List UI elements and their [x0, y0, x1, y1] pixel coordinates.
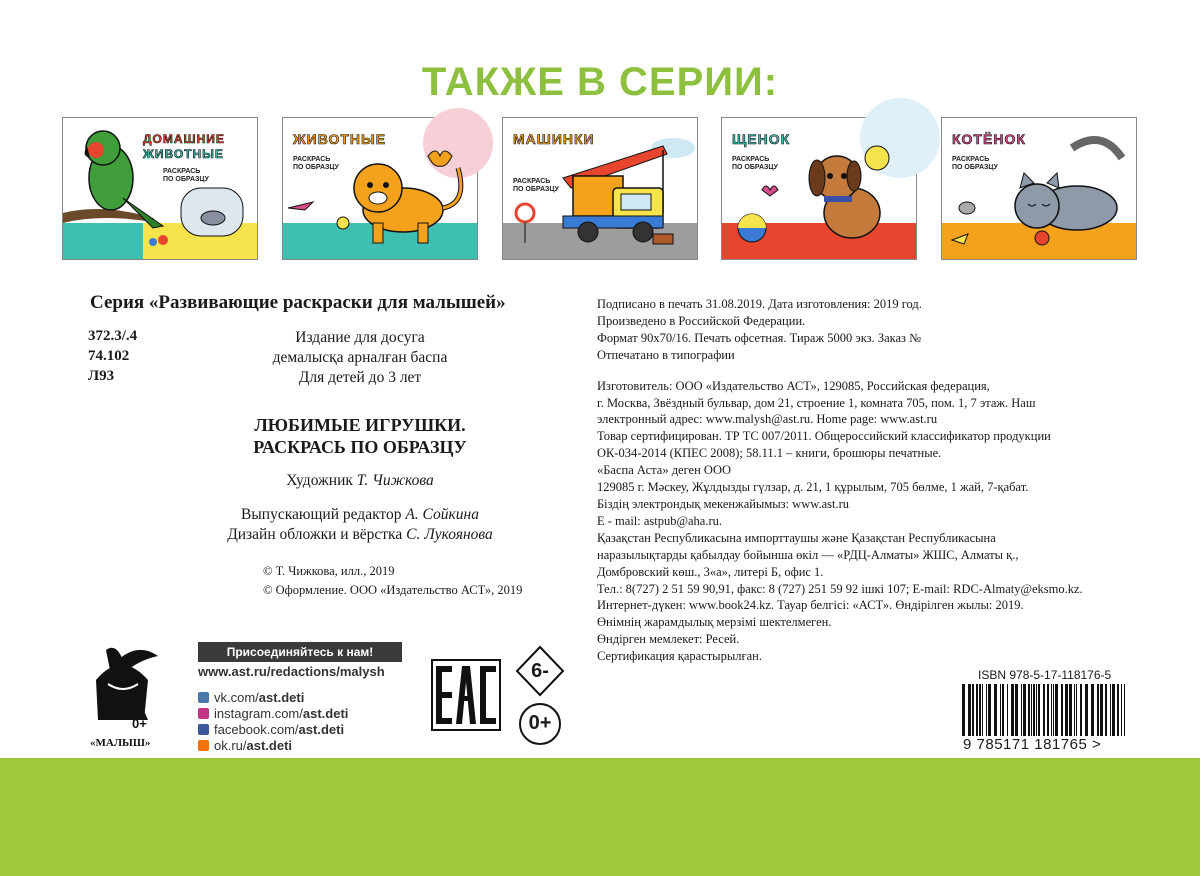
artist-label: Художник — [286, 472, 353, 489]
barcode-bar — [982, 684, 983, 736]
barcode-bar — [976, 684, 978, 736]
barcode-bar — [1023, 684, 1026, 736]
editor-credit — [190, 505, 530, 525]
barcode-bar — [1076, 684, 1077, 736]
imprint-spacer — [597, 364, 1083, 378]
parrot-illustration — [63, 118, 259, 261]
barcode-bar — [1110, 684, 1111, 736]
series-title: Серия «Развивающие раскраски для малышей» — [90, 292, 506, 313]
imprint-line: Подписано в печать 31.08.2019. Дата изготовления: 2019 год. — [597, 297, 922, 311]
barcode-number: 9 785171 181765 > — [963, 736, 1102, 753]
imprint-line: Сертификация қарастырылған. — [597, 649, 762, 664]
eac-text: EAC — [466, 655, 468, 656]
barcode-bar — [962, 684, 965, 736]
book-title-line-2: РАСКРАСЬ ПО ОБРАЗЦУ — [253, 437, 467, 457]
isbn: ISBN 978-5-17-118176-5 — [978, 668, 1112, 682]
kitten-illustration — [942, 118, 1138, 261]
malysh-logo — [88, 640, 168, 755]
barcode-bar — [1033, 684, 1035, 736]
barcode-bar — [1002, 684, 1004, 736]
barcode-bar — [1112, 684, 1115, 736]
tiger-illustration — [283, 118, 479, 261]
barcode-bar — [1061, 684, 1063, 736]
cover-subtitle: РАСКРАСЬ ПО ОБРАЗЦУ — [732, 156, 778, 171]
design-label: Дизайн обложки и вёрстка — [227, 526, 403, 543]
social-instagram[interactable] — [198, 706, 348, 721]
imprint-line: Тел.: 8(727) 2 51 59 90,91, факс: 8 (727) 251 59 92 ішкі 107; E-mail: RDC-Almaty@eksmo.kz. — [597, 581, 1083, 596]
barcode-bar — [1036, 684, 1037, 736]
barcode-bar — [1051, 684, 1052, 736]
barcode-bar — [1011, 684, 1014, 736]
edition-type-kz: демалысқа арналған баспа — [272, 349, 448, 366]
barcode-bar — [1015, 684, 1018, 736]
barcode-bar — [1105, 684, 1107, 736]
author-mark: Л93 — [88, 368, 115, 384]
cover-title: ЖИВОТНЫЕ — [293, 131, 387, 147]
social-facebook[interactable] — [198, 722, 344, 737]
barcode-bar — [1065, 684, 1068, 736]
imprint-line: Өндірген мемлекет: Ресей. — [597, 632, 740, 647]
imprint-line: г. Москва, Звёздный бульвар, дом 21, строение 1, комната 705, пом. 1, 7 этаж. Наш — [597, 395, 1036, 410]
imprint-line: Произведено в Российской Федерации. — [597, 313, 806, 328]
cover-title: МАШИНКИ — [513, 131, 595, 147]
barcode-bar — [1080, 684, 1082, 736]
bbk-code: 74.102 — [88, 348, 130, 364]
imprint-block — [597, 296, 1083, 665]
imprint-line: Изготовитель: ООО «Издательство АСТ», 129085, Российская федерация, — [597, 378, 990, 393]
series-heading: ТАКЖЕ В СЕРИИ: — [421, 60, 779, 104]
imprint-line: наразылықтарды қабылдау бойынша өкіл — «РДЦ-Алматы» ЖШС, Алматы қ., — [597, 547, 1019, 562]
barcode-bar — [1069, 684, 1072, 736]
design-name: С. Лукоянова — [406, 526, 493, 543]
barcode-bar — [979, 684, 981, 736]
logo-age: 0+ — [132, 716, 147, 731]
imprint-line: Отпечатано в типографии — [597, 347, 735, 362]
barcode-bar — [1043, 684, 1045, 736]
book-title — [190, 414, 530, 458]
social-prefix: facebook.com/ — [214, 722, 299, 737]
barcode-bar — [1021, 684, 1022, 736]
copyright-illustrations: © Т. Чижкова, илл., 2019 — [263, 564, 395, 578]
artist-credit — [190, 472, 530, 490]
cover-title: ЩЕНОК — [732, 131, 791, 147]
cover-subtitle: РАСКРАСЬ ПО ОБРАЗЦУ — [163, 168, 209, 183]
book-cover-domashnie-zhivotnye — [62, 117, 258, 260]
join-us-banner: Присоединяйтесь к нам! — [198, 642, 402, 662]
barcode-bar — [1091, 684, 1094, 736]
barcode-bar — [1085, 684, 1088, 736]
social-handle: ast.deti — [302, 706, 349, 721]
social-prefix: ok.ru/ — [214, 738, 247, 753]
imprint-line: ОК-034-2014 (КПЕС 2008); 58.11.1 – книги, брошюры печатные. — [597, 446, 942, 461]
editor-name: А. Сойкина — [405, 506, 479, 523]
barcode-bar — [1055, 684, 1058, 736]
green-footer-band — [0, 758, 1200, 876]
copyright-design: © Оформление. ООО «Издательство АСТ», 2019 — [263, 583, 523, 597]
barcode-bar — [1031, 684, 1032, 736]
social-vk[interactable] — [198, 690, 304, 705]
imprint-line: Қазақстан Республикасына импорттаушы және Қазақстан Республикасына — [597, 530, 996, 545]
design-credit — [190, 525, 530, 545]
barcode-bar — [986, 684, 987, 736]
imprint-line: электронный адрес: www.malysh@ast.ru. Home page: www.ast.ru — [597, 412, 938, 427]
udk-code: 372.3/.4 — [88, 328, 138, 344]
vk-icon — [198, 692, 209, 703]
book-title-line-1: ЛЮБИМЫЕ ИГРУШКИ. — [254, 415, 466, 435]
barcode-bar — [1124, 684, 1125, 736]
cover-subtitle: РАСКРАСЬ ПО ОБРАЗЦУ — [952, 156, 998, 171]
cover-title: КОТЁНОК — [952, 131, 1026, 147]
imprint-line: Өнімнің жарамдылық мерзімі шектелмеген. — [597, 615, 832, 630]
age-label-0: 0+ — [528, 712, 552, 734]
barcode-bar — [988, 684, 991, 736]
barcode-bar — [1007, 684, 1008, 736]
crane-truck-illustration — [503, 118, 699, 261]
barcode-bar — [1038, 684, 1040, 736]
eac-mark-icon — [432, 655, 500, 730]
social-prefix: vk.com/ — [214, 690, 259, 705]
editor-credits — [190, 505, 530, 545]
book-cover-zhivotnye — [282, 117, 478, 260]
facebook-icon — [198, 724, 209, 735]
barcode-bar — [1047, 684, 1049, 736]
barcode-bar — [1121, 684, 1122, 736]
barcode-bar — [972, 684, 974, 736]
logo-wordmark: «МАЛЫШ» — [90, 737, 151, 749]
imprint-line: 129085 г. Мәскеу, Жұлдызды гүлзар, д. 21, 1 құрылым, 705 бөлме, 1 жай, 7-қабат. — [597, 480, 1029, 495]
barcode-bar — [1097, 684, 1099, 736]
social-handle: ast.deti — [258, 690, 305, 705]
barcode-bar — [1000, 684, 1001, 736]
website-link[interactable]: www.ast.ru/redactions/malysh — [198, 664, 385, 679]
barcode-bar — [1053, 684, 1054, 736]
cover-subtitle: РАСКРАСЬ ПО ОБРАЗЦУ — [293, 156, 339, 171]
imprint-line: Формат 90х70/16. Печать офсетная. Тираж 5000 экз. Заказ № — [597, 330, 922, 345]
age-note: Для детей до 3 лет — [298, 369, 422, 386]
instagram-icon — [198, 708, 209, 719]
book-cover-shchenok — [721, 117, 917, 260]
social-prefix: instagram.com/ — [214, 706, 303, 721]
book-cover-mashinki — [502, 117, 698, 260]
copyright — [263, 562, 522, 600]
edition-info — [190, 328, 530, 388]
imprint-line: E - mail: astpub@aha.ru. — [597, 513, 723, 528]
age-label-6: 6- — [531, 660, 549, 682]
barcode-bar — [1028, 684, 1030, 736]
barcode — [960, 684, 1132, 736]
barcode-bar — [1117, 684, 1119, 736]
imprint-line: Товар сертифицирован. ТР ТС 007/2011. Общероссийский классификатор продукции — [597, 429, 1051, 444]
cover-title: ДОМАШНИЕ ЖИВОТНЫЕ — [143, 132, 225, 161]
edition-type: Издание для досуга — [295, 329, 425, 346]
odnoklassniki-icon — [198, 740, 209, 751]
social-handle: ast.deti — [298, 722, 345, 737]
barcode-bar — [1074, 684, 1075, 736]
social-handle: ast.deti — [246, 738, 293, 753]
imprint-line: Біздің электрондық мекенжайымыз: www.ast.ru — [597, 496, 849, 511]
artist-name: Т. Чижкова — [356, 472, 434, 489]
barcode-bar — [1100, 684, 1103, 736]
imprint-line: «Баспа Аста» деген ООО — [597, 463, 732, 478]
barcode-bar — [994, 684, 997, 736]
cover-subtitle: РАСКРАСЬ ПО ОБРАЗЦУ — [513, 178, 559, 193]
puppy-illustration — [722, 118, 918, 261]
book-cover-kotenok — [941, 117, 1137, 260]
imprint-line: Интернет-дүкен: www.book24.kz. Тауар белгісі: «АСТ». Өндірілген жылы: 2019. — [597, 598, 1024, 613]
imprint-line: Домбровский көш., 3«а», литері Б, офис 1. — [597, 564, 824, 579]
editor-label: Выпускающий редактор — [241, 506, 402, 523]
social-odnoklassniki[interactable] — [198, 738, 292, 753]
barcode-bar — [968, 684, 971, 736]
